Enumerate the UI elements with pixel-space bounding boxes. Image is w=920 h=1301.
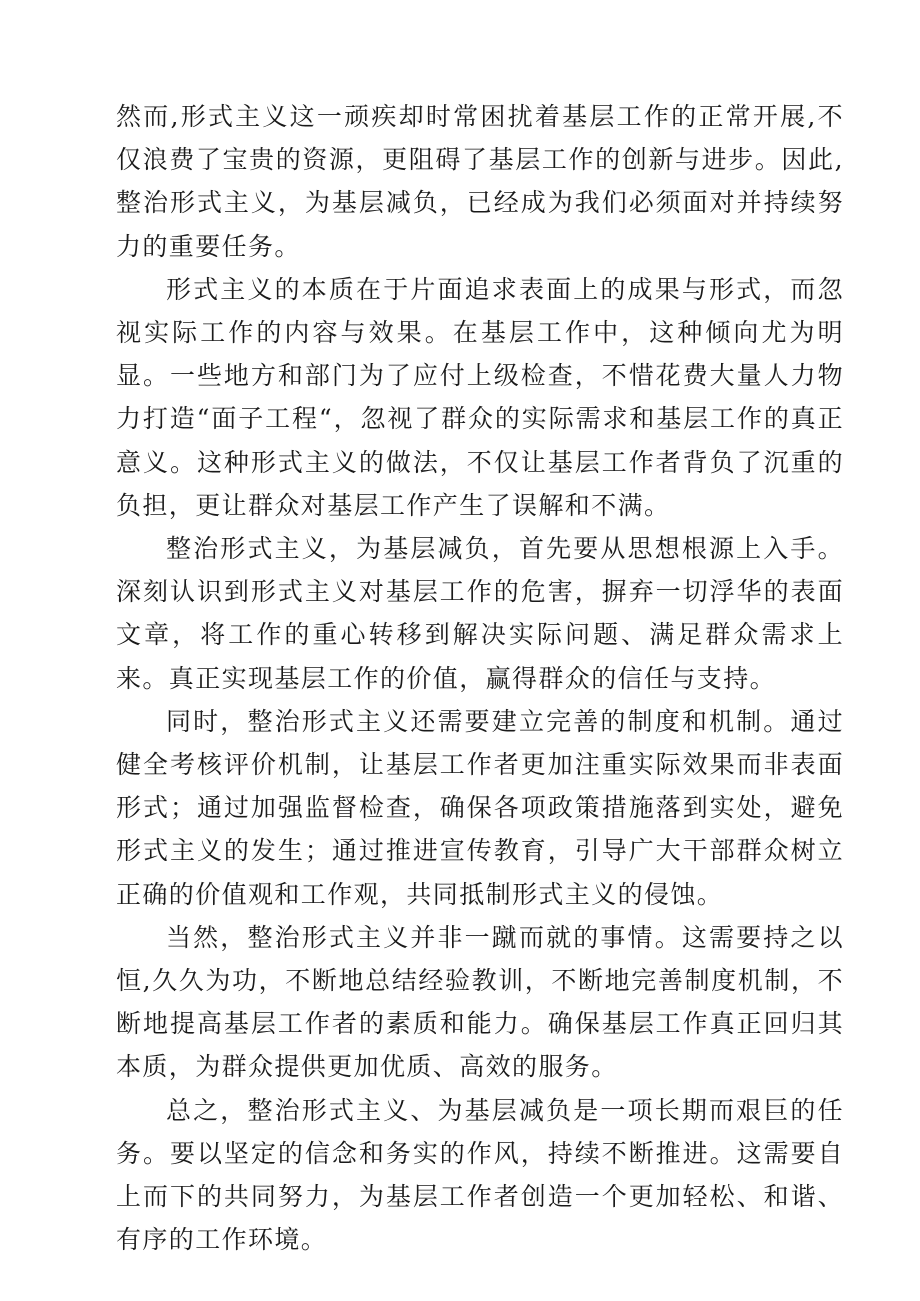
- document-body: [116, 95, 844, 1261]
- paragraph: 同时，整治形式主义还需要建立完善的制度和机制。通过健全考核评价机制，让基层工作者更加注重实际效果而非表面形式；通过加强监督检查，确保各项政策措施落到实处，避免形式主义的发生；通过推进宣传教育，引导广大干部群众树立正确的价值观和工作观，共同抵制形式主义的侵蚀。: [116, 706, 844, 909]
- paragraph: 总之，整治形式主义、为基层减负是一项长期而艰巨的任务。要以坚定的信念和务实的作风，持续不断推进。这需要自上而下的共同努力，为基层工作者创造一个更加轻松、和谐、有序的工作环境。: [116, 1095, 844, 1255]
- paragraph: 当然，整治形式主义并非一蹴而就的事情。这需要持之以恒,久久为功，不断地总结经验教训，不断地完善制度机制，不断地提高基层工作者的素质和能力。确保基层工作真正回归其本质，为群众提供更加优质、高效的服务。: [116, 922, 844, 1082]
- paragraph: 然而,形式主义这一顽疾却时常困扰着基层工作的正常开展,不仅浪费了宝贵的资源，更阻碍了基层工作的创新与进步。因此,整治形式主义，为基层减负，已经成为我们必须面对并持续努力的重要任务。: [116, 102, 844, 261]
- paragraph: 整治形式主义，为基层减负，首先要从思想根源上入手。深刻认识到形式主义对基层工作的危害，摒弃一切浮华的表面文章，将工作的重心转移到解决实际问题、满足群众需求上来。真正实现基层工作的价值，赢得群众的信任与支持。: [116, 534, 844, 693]
- paragraph: 形式主义的本质在于片面追求表面上的成果与形式，而忽视实际工作的内容与效果。在基层工作中，这种倾向尤为明显。一些地方和部门为了应付上级检查，不惜花费大量人力物力打造“面子工程“，忽视了群众的实际需求和基层工作的真正意义。这种形式主义的做法，不仅让基层工作者背负了沉重的负担，更让群众对基层工作产生了误解和不满。: [116, 274, 844, 520]
